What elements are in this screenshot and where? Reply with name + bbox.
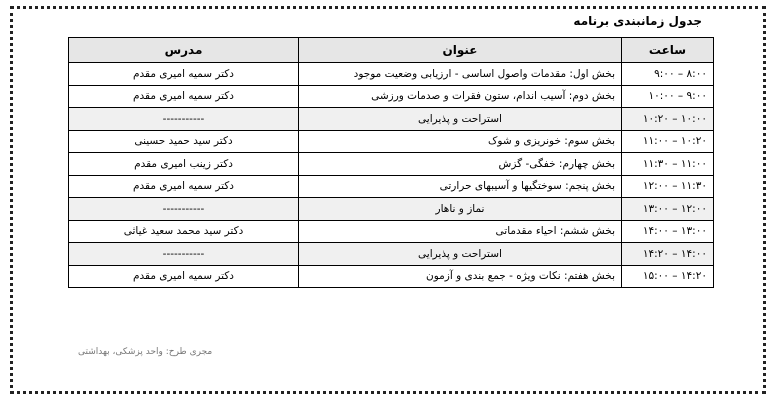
time-cell: ۱۰:۰۰ – ۱۰:۲۰ bbox=[622, 108, 714, 131]
footer-note: مجری طرح: واحد پزشکی، بهداشتی bbox=[78, 347, 213, 357]
table-row bbox=[69, 130, 714, 153]
page-title: جدول زمانبندی برنامه bbox=[573, 14, 702, 28]
table-row bbox=[69, 63, 714, 86]
time-cell: ۱۰:۲۰ – ۱۱:۰۰ bbox=[622, 130, 714, 153]
teacher-cell: دکتر سمیه امیری مقدم bbox=[69, 175, 299, 198]
title-cell: بخش هفتم: نکات ویژه - جمع بندی و آزمون bbox=[299, 265, 622, 288]
teacher-cell: دکتر سید محمد سعید غیاثی bbox=[69, 220, 299, 243]
teacher-cell: دکتر سمیه امیری مقدم bbox=[69, 85, 299, 108]
title-cell: نماز و ناهار bbox=[299, 198, 622, 221]
table-row bbox=[69, 220, 714, 243]
teacher-cell: دکتر زینب امیری مقدم bbox=[69, 153, 299, 176]
table-row bbox=[69, 175, 714, 198]
title-cell: بخش دوم: آسیب اندام، ستون فقرات و صدمات ورزشی bbox=[299, 85, 622, 108]
title-cell: بخش پنجم: سوختگیها و آسیبهای حرارتی bbox=[299, 175, 622, 198]
teacher-cell: دکتر سید حمید حسینی bbox=[69, 130, 299, 153]
table-row bbox=[69, 198, 714, 221]
column-header-time: ساعت bbox=[622, 38, 714, 63]
title-cell: استراحت و پذیرایی bbox=[299, 108, 622, 131]
column-header-teacher: مدرس bbox=[69, 38, 299, 63]
teacher-cell: ----------- bbox=[69, 243, 299, 266]
time-cell: ۱۴:۲۰ – ۱۵:۰۰ bbox=[622, 265, 714, 288]
time-cell: ۱۱:۰۰ – ۱۱:۳۰ bbox=[622, 153, 714, 176]
teacher-cell: دکتر سمیه امیری مقدم bbox=[69, 63, 299, 86]
table-row bbox=[69, 243, 714, 266]
time-cell: ۱۲:۰۰ – ۱۳:۰۰ bbox=[622, 198, 714, 221]
header-row bbox=[69, 38, 714, 63]
table-row bbox=[69, 108, 714, 131]
table-row bbox=[69, 85, 714, 108]
column-header-title: عنوان bbox=[299, 38, 622, 63]
title-cell: بخش اول: مقدمات واصول اساسی - ارزیابی وضعیت موجود bbox=[299, 63, 622, 86]
table-row bbox=[69, 265, 714, 288]
time-cell: ۱۳:۰۰ – ۱۴:۰۰ bbox=[622, 220, 714, 243]
title-cell: بخش چهارم: خفگی- گزش bbox=[299, 153, 622, 176]
time-cell: ۹:۰۰ – ۱۰:۰۰ bbox=[622, 85, 714, 108]
title-cell: استراحت و پذیرایی bbox=[299, 243, 622, 266]
time-cell: ۱۴:۰۰ – ۱۴:۲۰ bbox=[622, 243, 714, 266]
teacher-cell: دکتر سمیه امیری مقدم bbox=[69, 265, 299, 288]
teacher-cell: ----------- bbox=[69, 198, 299, 221]
table-row bbox=[69, 153, 714, 176]
schedule-table bbox=[68, 37, 714, 288]
time-cell: ۱۱:۳۰ – ۱۲:۰۰ bbox=[622, 175, 714, 198]
title-cell: بخش سوم: خونریزی و شوک bbox=[299, 130, 622, 153]
title-cell: بخش ششم: احیاء مقدماتی bbox=[299, 220, 622, 243]
teacher-cell: ----------- bbox=[69, 108, 299, 131]
time-cell: ۸:۰۰ – ۹:۰۰ bbox=[622, 63, 714, 86]
